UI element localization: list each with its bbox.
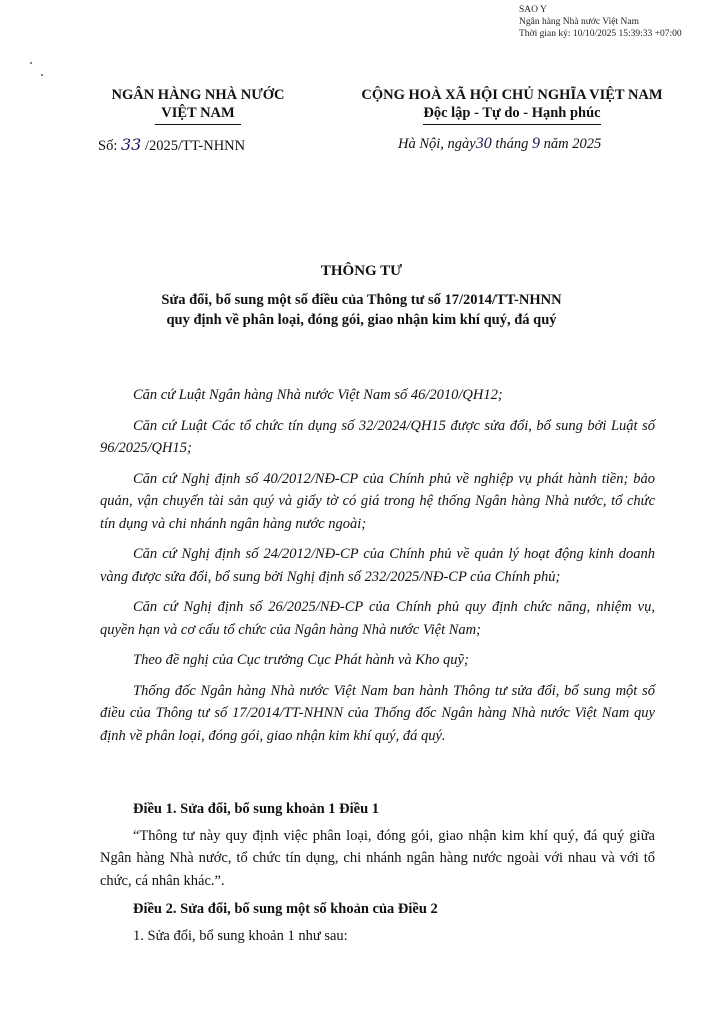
org-line-1: NGÂN HÀNG NHÀ NƯỚC [111, 87, 285, 103]
issuing-organization [80, 86, 316, 125]
article-2-item-1: 1. Sửa đổi, bổ sung khoản 1 như sau: [133, 927, 348, 944]
nation-line-1: CỘNG HOÀ XÃ HỘI CHỦ NGHĨA VIỆT NAM [361, 87, 663, 103]
article-1-text: “Thông tư này quy định việc phân loại, đóng gói, giao nhận kim khí quý, đá quý giữa Ngân hàng Nhà nước, tổ chức tín dụng, chi nhánh ngân hàng nước ngoài với nhau và với tổ chức, cá nhân khác.”. [100, 827, 655, 889]
month-label: tháng [495, 136, 529, 152]
scan-speck [30, 62, 32, 64]
article-2-heading: Điều 2. Sửa đổi, bổ sung một số khoản của Điều 2 [133, 901, 438, 917]
subtitle-line-1: Sửa đổi, bổ sung một số điều của Thông tư số 17/2014/TT-NHNN [161, 292, 562, 308]
stamp-line-1: SAO Y [519, 5, 547, 15]
basis-paragraph: Theo đề nghị của Cục trưởng Cục Phát hành và Kho quỹ; [133, 652, 469, 668]
stamp-line-2: Ngân hàng Nhà nước Việt Nam [519, 17, 639, 27]
docno-suffix: /2025/TT-NHNN [144, 138, 246, 154]
basis-paragraph: Căn cứ Nghị định số 26/2025/NĐ-CP của Chính phủ quy định chức năng, nhiệm vụ, quyền hạn và cơ cấu tổ chức của Ngân hàng Nhà nước Việt Nam; [100, 599, 655, 638]
document-title: THÔNG TƯ [320, 263, 403, 279]
basis-paragraph: Thống đốc Ngân hàng Nhà nước Việt Nam ban hành Thông tư sửa đổi, bổ sung một số điều của Thông tư số 17/2014/TT-NHNN của Thống đốc Ngân hàng Nhà nước Việt Nam quy định về phân loại, đóng gói, giao nhận kim khí quý, đá quý. [100, 682, 655, 744]
basis-paragraph: Căn cứ Nghị định số 24/2012/NĐ-CP của Chính phủ về quản lý hoạt động kinh doanh vàng được sửa đổi, bổ sung bởi Nghị định số 232/2025/NĐ-CP của Chính phủ; [100, 546, 655, 585]
scan-speck [41, 74, 43, 76]
motto: Độc lập - Tự do - Hạnh phúc [423, 104, 600, 125]
document-number [98, 135, 245, 155]
year: năm 2025 [543, 136, 602, 152]
docno-handwritten-number: 33 [120, 135, 142, 154]
national-header [326, 86, 698, 125]
docno-prefix: Số: [98, 138, 118, 154]
place-prefix: Hà Nội, ngày [398, 136, 476, 152]
handwritten-month: 9 [532, 135, 541, 152]
document-subtitle [60, 290, 663, 330]
place-date [398, 135, 601, 153]
stamp-line-3: Thời gian ký: 10/10/2025 15:39:33 +07:00 [519, 29, 682, 39]
basis-paragraph: Căn cứ Luật Ngân hàng Nhà nước Việt Nam số 46/2010/QH12; [133, 387, 503, 403]
basis-paragraph: Căn cứ Nghị định số 40/2012/NĐ-CP của Chính phủ về nghiệp vụ phát hành tiền; bảo quản, vận chuyển tài sản quý và giấy tờ có giá trong hệ thống Ngân hàng Nhà nước, tổ chức tín dụng và chi nhánh ngân hàng nước ngoài; [100, 470, 655, 532]
basis-paragraph: Căn cứ Luật Các tổ chức tín dụng số 32/2024/QH15 được sửa đổi, bổ sung bởi Luật số 96/2025/QH15; [100, 417, 655, 456]
signature-stamp [519, 4, 682, 40]
subtitle-line-2: quy định về phân loại, đóng gói, giao nhận kim khí quý, đá quý [166, 312, 557, 328]
org-line-2: VIỆT NAM [155, 104, 240, 125]
article-1-heading: Điều 1. Sửa đổi, bổ sung khoản 1 Điều 1 [133, 801, 380, 817]
handwritten-day: 30 [475, 135, 492, 152]
legal-bases [100, 384, 655, 755]
articles [100, 798, 655, 953]
